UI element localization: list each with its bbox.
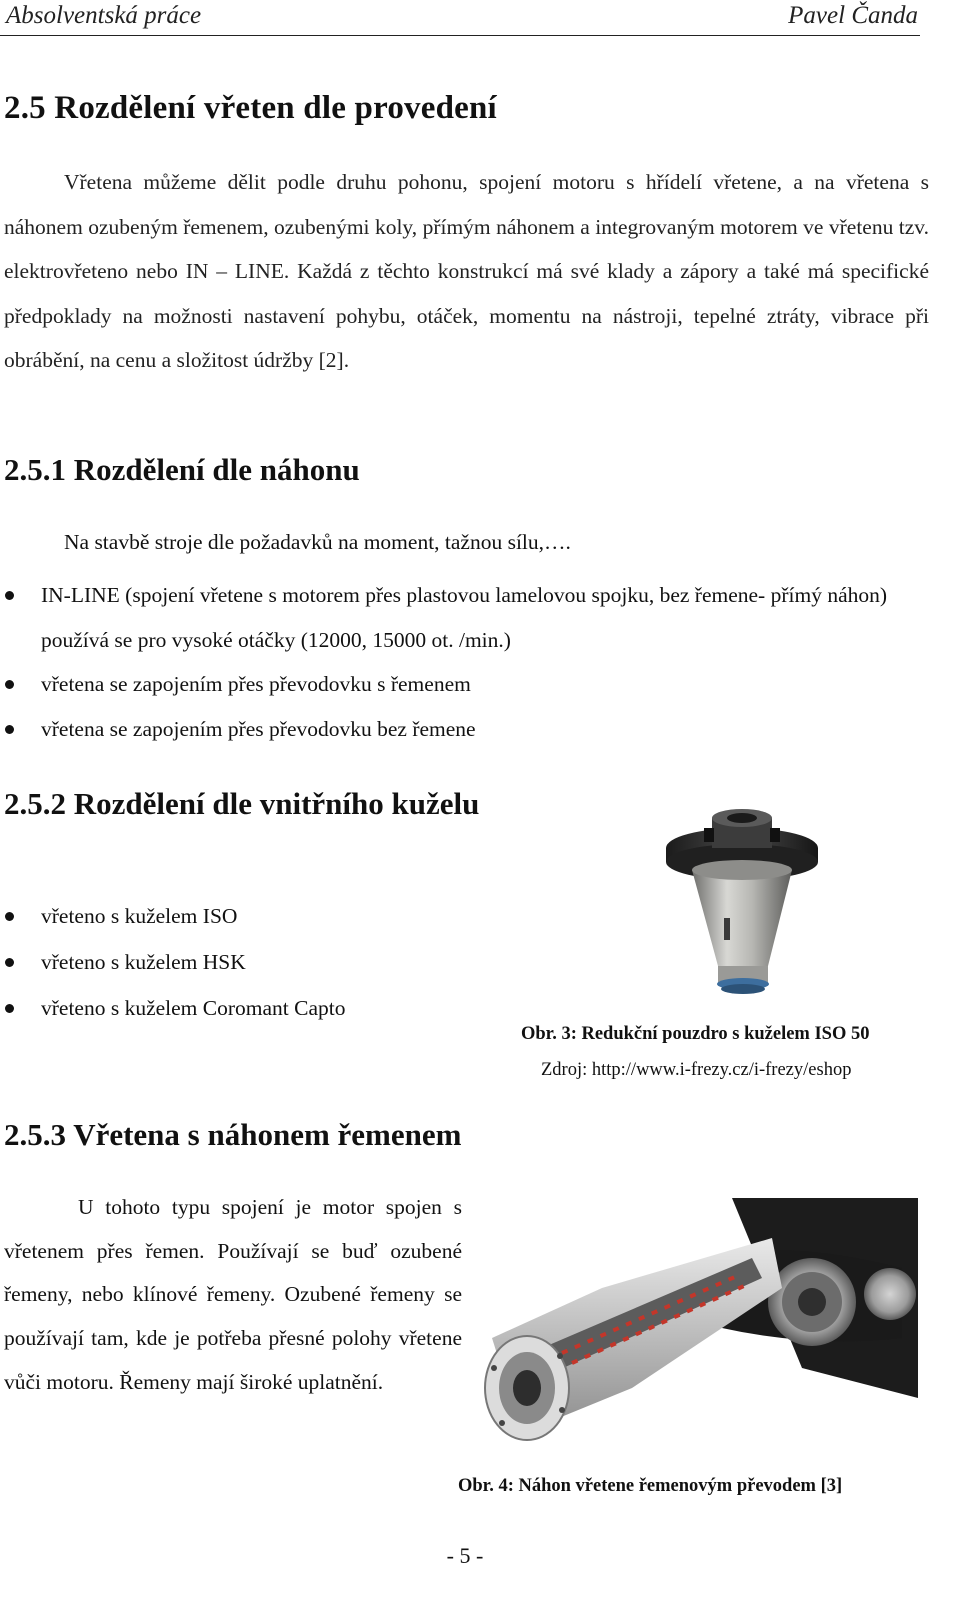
header-author: Pavel Čanda <box>788 2 918 29</box>
section-heading-2-5-3: 2.5.3 Vřetena s náhonem řemenem <box>4 1117 462 1152</box>
list-item-text: IN-LINE (spojení vřetene s motorem přes plastovou lamelovou spojku, bez řemene- přímý náhon) používá se pro vysoké otáčky (12000, 15000 ot. /min.) <box>41 583 888 652</box>
list-item-text: vřeteno s kuželem ISO <box>41 904 238 928</box>
section-2-5-paragraph <box>4 160 929 383</box>
list-item <box>0 707 930 752</box>
list-item-text: vřetena se zapojením přes převodovku s řemenem <box>41 672 471 696</box>
list-item <box>0 893 500 939</box>
section-heading-2-5: 2.5 Rozdělení vřeten dle provedení <box>4 90 497 126</box>
list-item <box>0 662 930 707</box>
belt-driven-spindle-image <box>482 1198 918 1452</box>
figure-3-source: Zdroj: http://www.i-frezy.cz/i-frezy/eshop <box>541 1060 852 1080</box>
taper-type-list <box>0 893 500 1031</box>
bullet-icon <box>5 912 14 921</box>
bullet-icon <box>5 680 14 689</box>
paragraph-text: Vřetena můžeme dělit podle druhu pohonu, spojení motoru s hřídelí vřetene, a na vřetena s náhonem ozubeným řemenem, ozubenými koly, přímým náhonem a integrovaným motorem ve vřetenu tzv. elektrovřeteno nebo IN – LINE. Každá z těchto konstrukcí má své klady a zápory a také má specifické předpoklady na možnosti nastavení pohybu, otáček, momentu na nástroji, tepelné ztráty, vibrace při obrábění, na cenu a složitost údržby [2]. <box>4 170 929 372</box>
figure-4-caption: Obr. 4: Náhon vřetene řemenovým převodem [3] <box>458 1476 843 1496</box>
section-2-5-1-intro: Na stavbě stroje dle požadavků na moment, tažnou sílu,…. <box>64 530 571 554</box>
list-item <box>0 985 500 1031</box>
section-heading-2-5-1: 2.5.1 Rozdělení dle náhonu <box>4 452 360 487</box>
list-item <box>0 573 889 662</box>
bullet-icon <box>5 591 14 600</box>
section-2-5-3-paragraph <box>4 1186 462 1405</box>
page-number: - 5 - <box>446 1543 484 1568</box>
list-item <box>0 939 500 985</box>
section-heading-2-5-2: 2.5.2 Rozdělení dle vnitřního kuželu <box>4 786 480 821</box>
list-item-text: vřeteno s kuželem HSK <box>41 950 246 974</box>
header-title: Absolventská práce <box>6 2 202 29</box>
list-item-text: vřeteno s kuželem Coromant Capto <box>41 996 346 1020</box>
list-item-text: vřetena se zapojením přes převodovku bez řemene <box>41 716 476 741</box>
figure-3-caption: Obr. 3: Redukční pouzdro s kuželem ISO 50 <box>521 1024 870 1044</box>
bullet-icon <box>5 958 14 967</box>
bullet-icon <box>5 725 14 734</box>
drive-type-list <box>0 573 930 751</box>
bullet-icon <box>5 1004 14 1013</box>
iso50-taper-holder-image <box>664 808 820 998</box>
paragraph-text: U tohoto typu spojení je motor spojen s vřetenem přes řemen. Používají se buď ozubené řemeny, nebo klínové řemeny. Ozubené řemeny se používají tam, kde je potřeba přesné polohy vřetene vůči motoru. Řemeny mají široké uplatnění. <box>4 1195 462 1394</box>
header-divider <box>0 35 920 36</box>
